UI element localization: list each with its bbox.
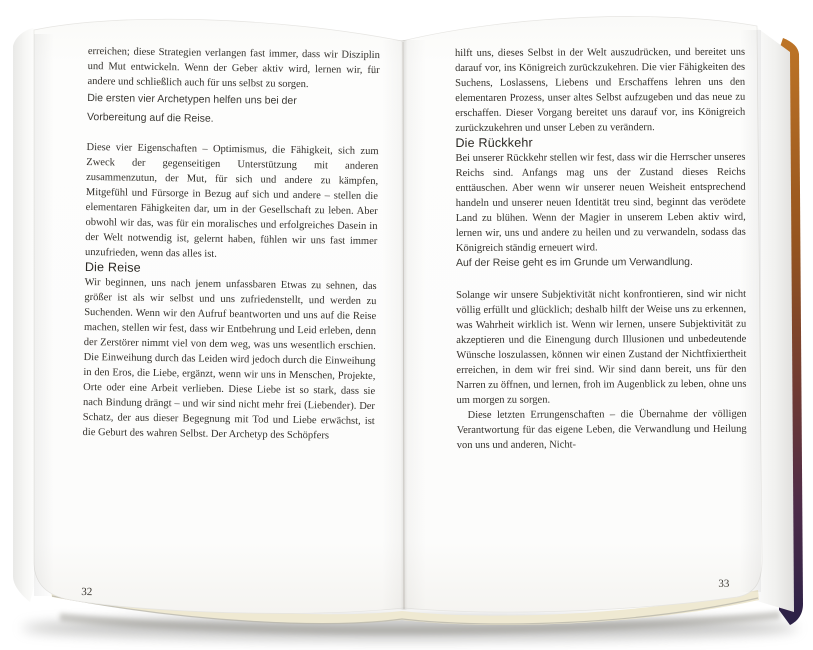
epigraph: Auf der Reise geht es im Grunde um Verwandlung.	[455, 255, 693, 269]
body-paragraph: Bei unserer Rückkehr stellen wir fest, dass wir die Herrscher unseres Reichs sind. Anfangs mag uns der Zustand dieses Reichs enttäuschen. Aber wenn wir unserer neuen Weisheit entsprechend handeln und unserer neuen Identität treu sind, beginnt das verödete Land zu blühen. Wenn der Magier in unserem Leben aktiv wird, lernen wir, uns und andere zu heilen und zu verwandeln, sodass das Königreich ständig erneuert wird.	[455, 151, 746, 254]
right-page	[455, 45, 747, 604]
left-page	[80, 44, 380, 608]
page-number-left: 32	[81, 585, 93, 599]
page-number-right: 33	[718, 577, 730, 590]
left-edge-shading	[34, 34, 54, 596]
body-paragraph: Solange wir unsere Subjektivität nicht konfrontieren, sind wir nicht völlig erfüllt und glücklich; deshalb hilft der Weise uns zu erkennen, was Wahrheit wirklich ist. Wenn wir lernen, unsere Subjektivität zu akzeptieren und die Einengung durch Illusionen und unbedeutende Wünsche loszulassen, können wir einen Zustand der Nichtfixiertheit erreichen, in dem wir frei sind. Wir sind dann bereit, uns für den Narren zu öffnen, und lernen, froh im Augenblick zu leben, ohne uns um morgen zu sorgen.	[456, 288, 747, 406]
epigraph: Die ersten vier Archetypen helfen uns bei der Vorbereitung auf die Reise.	[86, 91, 297, 125]
section-heading-die-reise: Die Reise	[84, 259, 141, 275]
body-paragraph: erreichen; diese Strategien verlangen fast immer, dass wir Disziplin und Mut entwickeln. Wenn der Geber aktiv wird, lernen wir, für andere und schließlich auch für uns selbst zu sorgen.	[87, 45, 380, 91]
body-paragraph: Diese letzten Errungenschaften – die Übernahme der völligen Verantwortung für das eigene Leben, die Verwandlung und Heilung von uns und anderen, Nicht-	[456, 408, 747, 451]
body-paragraph: hilft uns, dieses Selbst in der Welt auszudrücken, und bereitet uns darauf vor, ins Königreich zurückzukehren. Die vier Fähigkeiten des Suchens, Loslassens, Liebens und Erschaffens lehren uns den elementaren Prozess, unser altes Selbst aufzugeben und das neue zu erschaffen. Dieser Vorgang bereitet uns darauf vor, ins Königreich zurückzukehren und unser Leben zu verändern.	[455, 46, 746, 134]
section-heading-die-rueckkehr: Die Rückkehr	[455, 135, 533, 150]
body-paragraph: Wir beginnen, uns nach jenem unfassbaren Etwas zu sehnen, das größer ist als wir selbst und uns zufriedenstellt, und werden zu Suchenden. Wenn wir den Aufruf beantworten und uns auf die Reise machen, stellen wir fest, dass wir Entbehrung und Leid erleben, denn der Zerstörer nimmt viel von dem weg, was uns wesentlich erschien. Die Einweihung durch das Leiden wird jedoch durch die Einweihung in den Eros, die Liebe, ergänzt, wenn wir uns in Menschen, Projekte, Orte oder eine Arbeit verlieben. Diese Liebe ist so stark, dass sie nach Bindung drängt – und wir sind nicht mehr frei (Liebender). Der Schatz, der aus dieser Begegnung mit Tod und Liebe erwächst, ist die Geburt des wahren Selbst. Der Archetyp des Schöpfers	[82, 276, 377, 442]
body-paragraph: Diese vier Eigenschaften – Optimismus, die Fähigkeit, sich zum Zweck der gegenseitigen Unterstützung mit anderen zusammenzutun, der Mut, für sich und andere zu kämpfen, Mitgefühl und Fürsorge in Bezug auf sich und andere – stellen die elementaren Fähigkeiten dar, um in der Gesellschaft zu leben. Aber obwohl wir das, was für ein moralisches und erfolgreiches Dasein in der Welt notwendig ist, gelernt haben, fühlen wir uns fast immer unzufrieden, wenn das alles ist.	[85, 141, 379, 260]
